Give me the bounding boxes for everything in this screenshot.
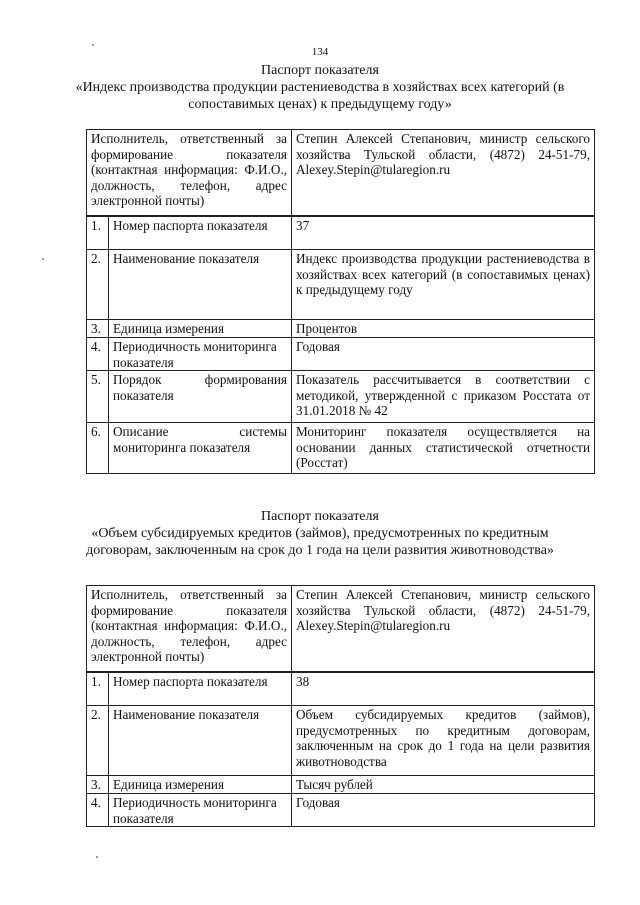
- passport-table-38: [86, 585, 595, 672]
- row-number: 1.: [87, 217, 109, 250]
- table-row: [87, 706, 595, 776]
- row-value: Объем субсидируемых кредитов (займов), предусмотренных по кредитным договорам, заключенным на срок до 1 года на цели развития животноводства: [292, 706, 595, 776]
- executor-label: Исполнитель, ответственный за формирование показателя (контактная информация: Ф.И.О., должность, телефон, адрес электронной почты): [87, 130, 292, 216]
- executor-value: Степин Алексей Степанович, министр сельского хозяйства Тульской области, (4872) 24-51-79, Alexey.Stepin@tularegion.ru: [292, 586, 595, 672]
- row-label: Наименование показателя: [109, 706, 292, 776]
- row-label: Наименование показателя: [109, 250, 292, 320]
- table-row: [87, 320, 595, 338]
- row-value: Годовая: [292, 794, 595, 827]
- table-row: [87, 371, 595, 423]
- row-value: Показатель рассчитывается в соответствии с методикой, утвержденной с приказом Росстата от 31.01.2018 № 42: [292, 371, 595, 423]
- executor-row: [87, 586, 595, 672]
- passport-subtitle: «Объем субсидируемых кредитов (займов), предусмотренных по кредитным договорам, заключенным на срок до 1 года на цели развития животноводства»: [86, 526, 554, 558]
- table-row: [87, 217, 595, 250]
- row-number: 3.: [87, 776, 109, 794]
- table-row: [87, 673, 595, 706]
- row-number: 2.: [87, 706, 109, 776]
- table-row: [87, 776, 595, 794]
- row-number: 2.: [87, 250, 109, 320]
- row-value: 38: [292, 673, 595, 706]
- table-row: [87, 794, 595, 827]
- table-row: [87, 423, 595, 474]
- scan-speck: [96, 856, 98, 858]
- row-value: Годовая: [292, 338, 595, 371]
- row-value: 37: [292, 217, 595, 250]
- row-label: Единица измерения: [109, 776, 292, 794]
- scan-speck: [92, 44, 94, 46]
- executor-label: Исполнитель, ответственный за формирование показателя (контактная информация: Ф.И.О., должность, телефон, адрес электронной почты): [87, 586, 292, 672]
- row-number: 4.: [87, 794, 109, 827]
- table-row: [87, 338, 595, 371]
- row-label: Периодичность мониторинга показателя: [109, 338, 292, 371]
- row-label: Порядок формирования показателя: [109, 371, 292, 423]
- row-label: Периодичность мониторинга показателя: [109, 794, 292, 827]
- scan-speck: [42, 258, 44, 260]
- row-value: Тысяч рублей: [292, 776, 595, 794]
- row-value: Индекс производства продукции растениеводства в хозяйствах всех категорий (в сопоставимых ценах) к предыдущему году: [292, 250, 595, 320]
- row-number: 4.: [87, 338, 109, 371]
- passport-subtitle: «Индекс производства продукции растениеводства в хозяйствах всех категорий (в сопоставимых ценах) к предыдущему году»: [75, 80, 565, 112]
- executor-row: [87, 130, 595, 216]
- page-number: 134: [311, 46, 329, 58]
- row-label: Единица измерения: [109, 320, 292, 338]
- passport-heading-38: [60, 508, 580, 559]
- row-value: Процентов: [292, 320, 595, 338]
- row-label: Номер паспорта показателя: [109, 673, 292, 706]
- row-label: Описание системы мониторинга показателя: [109, 423, 292, 474]
- passport-table-37: [86, 129, 595, 216]
- passport-rows-38: [86, 672, 595, 827]
- row-number: 3.: [87, 320, 109, 338]
- row-value: Мониторинг показателя осуществляется на основании данных статистической отчетности (Росстат): [292, 423, 595, 474]
- passport-rows-37: [86, 216, 595, 474]
- row-number: 1.: [87, 673, 109, 706]
- row-number: 5.: [87, 371, 109, 423]
- row-number: 6.: [87, 423, 109, 474]
- passport-heading-37: [60, 62, 580, 113]
- table-row: [87, 250, 595, 320]
- passport-title: Паспорт показателя: [261, 63, 379, 78]
- passport-title: Паспорт показателя: [261, 509, 379, 524]
- executor-value: Степин Алексей Степанович, министр сельского хозяйства Тульской области, (4872) 24-51-79, Alexey.Stepin@tularegion.ru: [292, 130, 595, 216]
- row-label: Номер паспорта показателя: [109, 217, 292, 250]
